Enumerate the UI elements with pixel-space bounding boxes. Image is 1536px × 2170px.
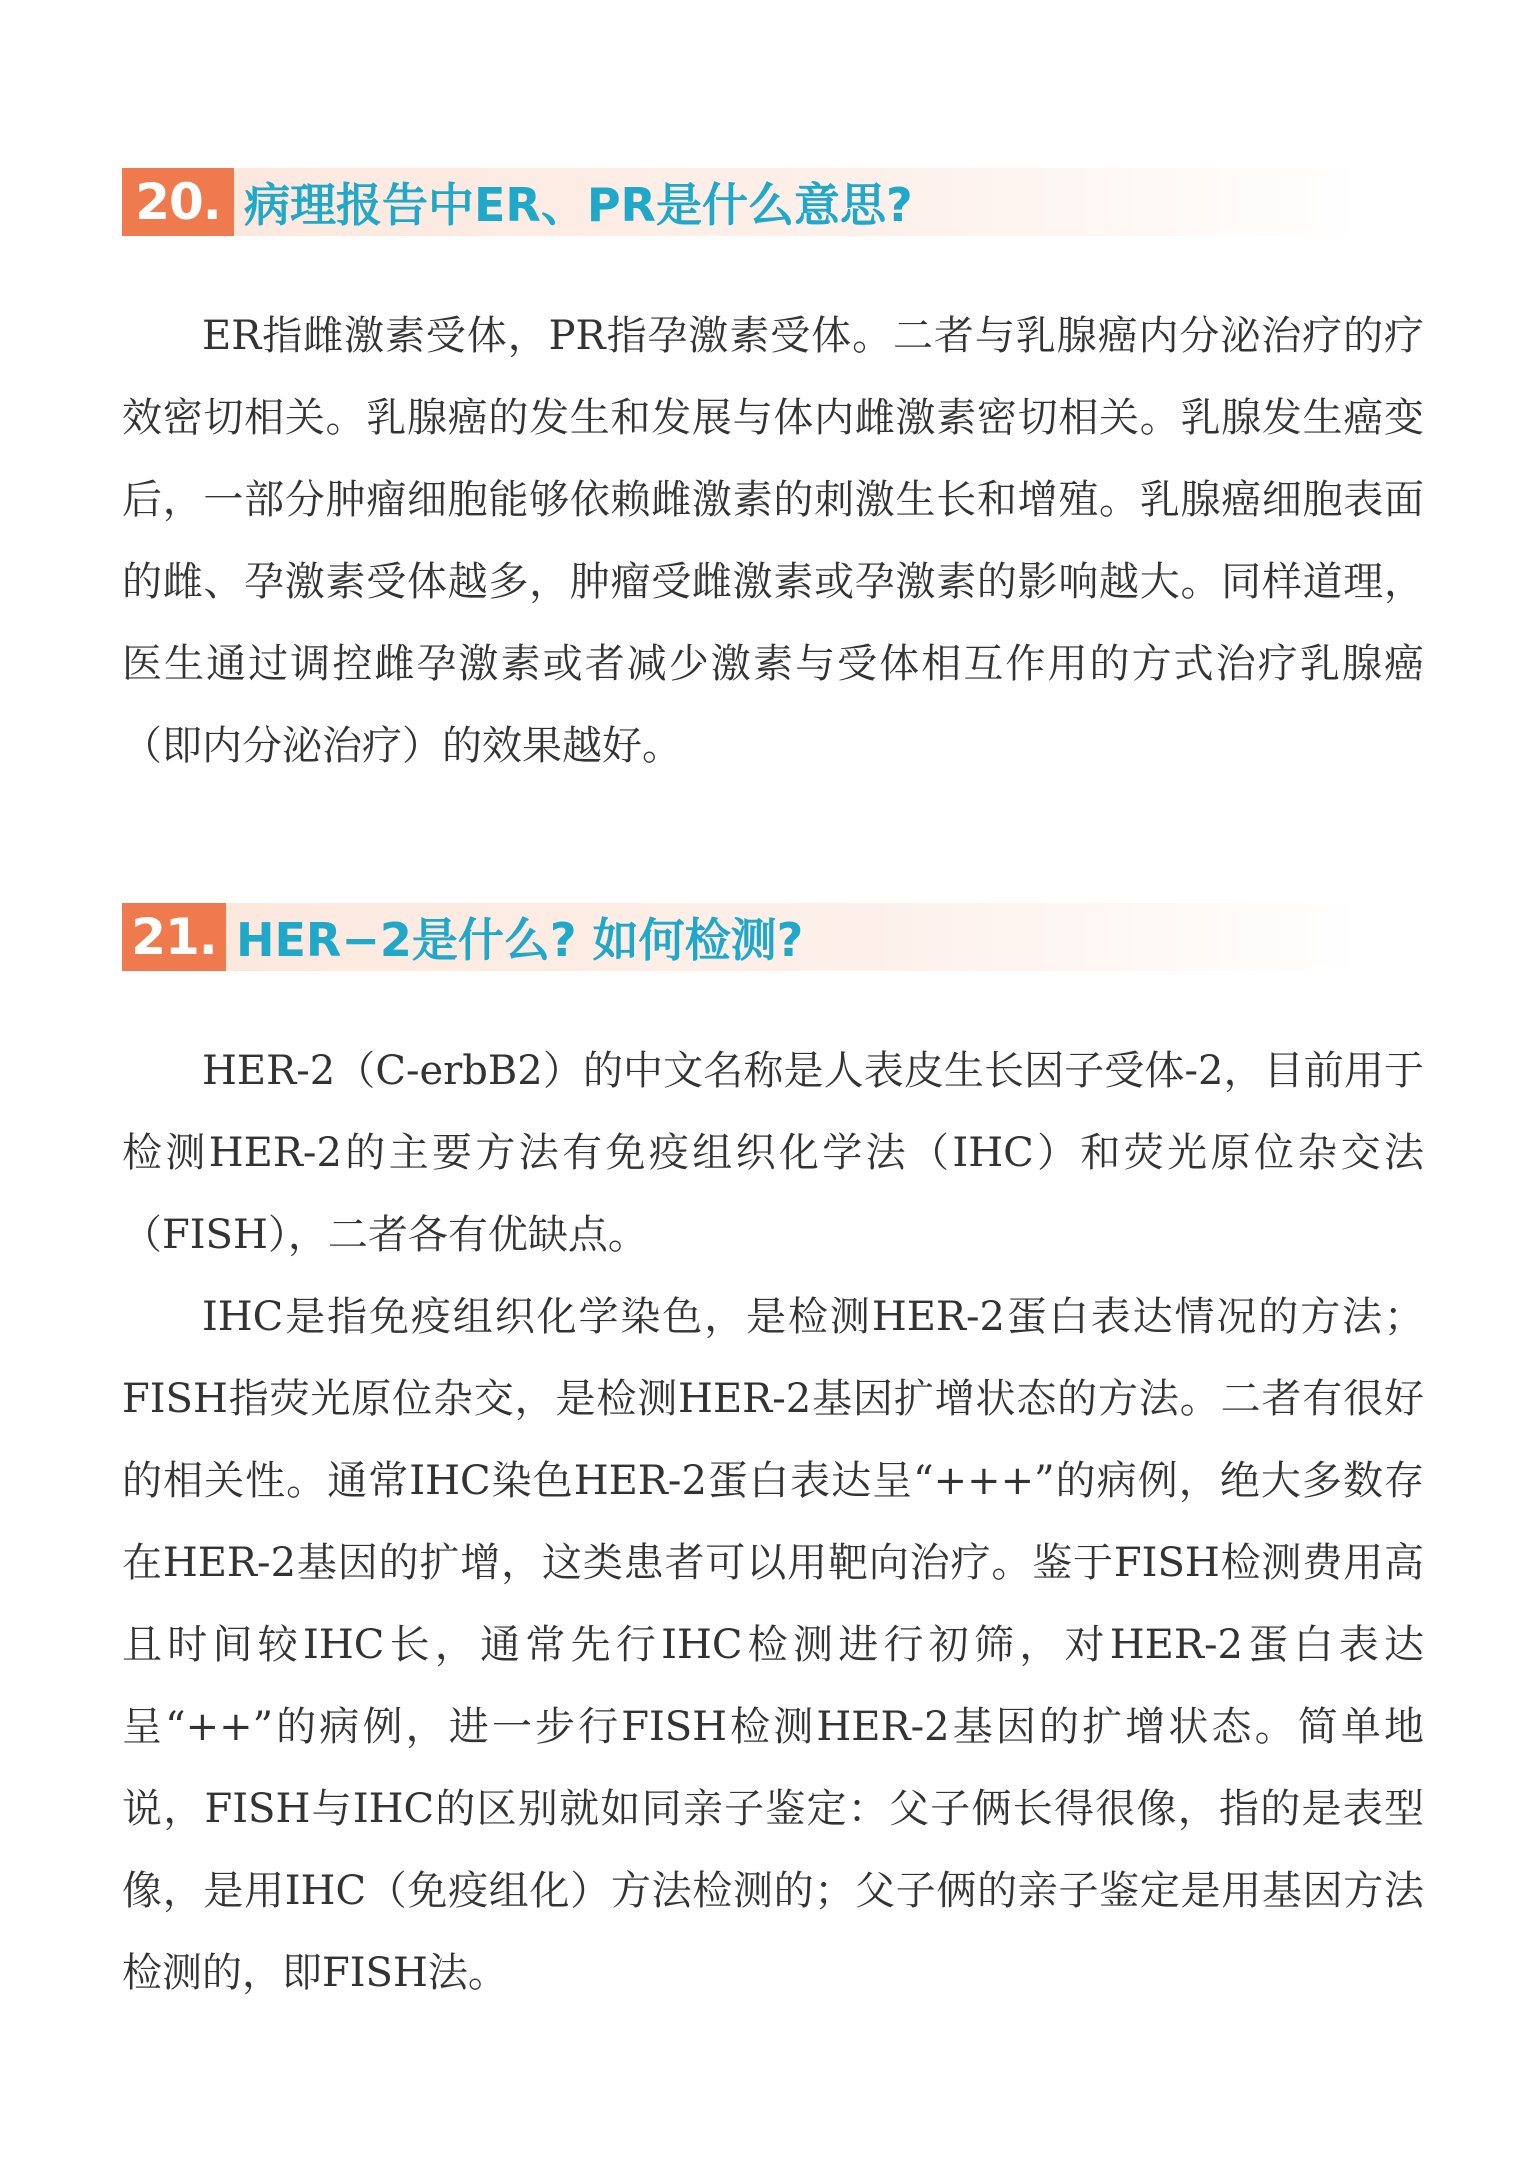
section-20-header [122,168,1362,236]
section-21-header [122,903,1362,971]
section-20-paragraph-1: ER指雌激素受体，PR指孕激素受体。二者与乳腺癌内分泌治疗的疗效密切相关。乳腺癌的发生和发展与体内雌激素密切相关。乳腺发生癌变后，一部分肿瘤细胞能够依赖雌激素的刺激生长和增殖。乳腺癌细胞表面的雌、孕激素受体越多，肿瘤受雌激素或孕激素的影响越大。同样道理，医生通过调控雌孕激素或者减少激素与受体相互作用的方式治疗乳腺癌（即内分泌治疗）的效果越好。 [122,313,1424,769]
section-21-paragraph-1: HER-2（C-erbB2）的中文名称是人表皮生长因子受体-2，目前用于检测HER-2的主要方法有免疫组织化学法（IHC）和荧光原位杂交法（FISH），二者各有优缺点。 [122,1048,1424,1258]
section-21-paragraph-2: IHC是指免疫组织化学染色，是检测HER-2蛋白表达情况的方法；FISH指荧光原位杂交，是检测HER-2基因扩增状态的方法。二者有很好的相关性。通常IHC染色HER-2蛋白表达呈“+++”的病例，绝大多数存在HER-2基因的扩增，这类患者可以用靶向治疗。鉴于FISH检测费用高且时间较IHC长，通常先行IHC检测进行初筛，对HER-2蛋白表达呈“++”的病例，进一步行FISH检测HER-2基因的扩增状态。简单地说，FISH与IHC的区别就如同亲子鉴定：父子俩长得很像，指的是表型像，是用IHC（免疫组化）方法检测的；父子俩的亲子鉴定是用基因方法检测的，即FISH法。 [122,1294,1424,1996]
section-20-number: 20. [122,168,234,236]
section-20-title: 病理报告中ER、PR是什么意思? [244,178,913,232]
section-21-number: 21. [122,903,226,971]
section-21-title: HER−2是什么? 如何检测? [236,913,804,967]
